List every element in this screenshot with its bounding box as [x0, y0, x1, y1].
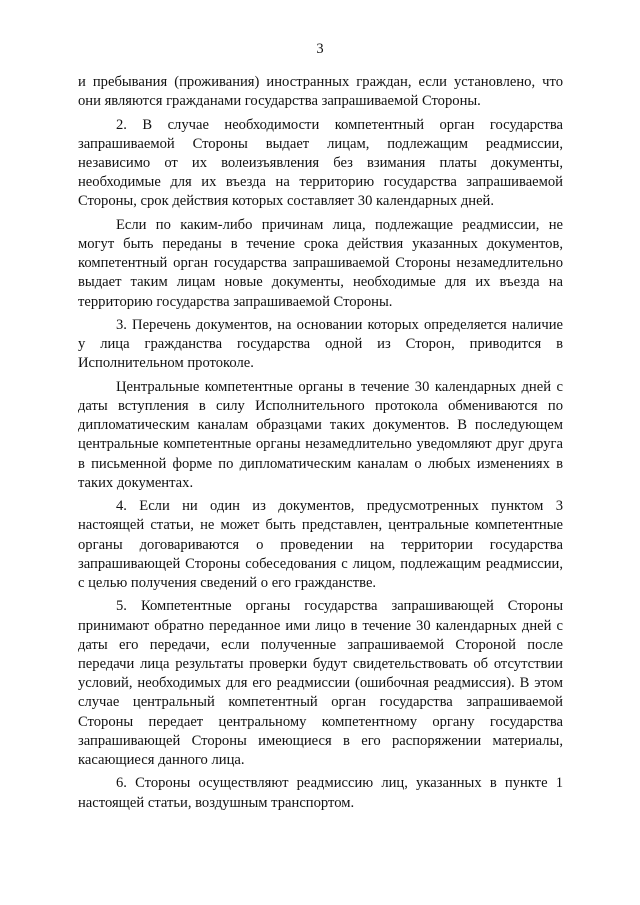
paragraph-clause-3: 3. Перечень документов, на основании которых определяется наличие у лица гражданства государства одной из Сторон, приводится в Исполнительном протоколе.: [78, 317, 563, 372]
document-body: [78, 73, 563, 817]
paragraph-clause-4: 4. Если ни один из документов, предусмотренных пунктом 3 настоящей статьи, не может быть представлен, центральные компетентные органы договариваются о проведении на территории государства запрашивающей Стороны собеседования с лицом, подлежащим реадмиссии, с целью получения сведений о его гражданстве.: [78, 498, 563, 592]
paragraph-clause-3-continued: Центральные компетентные органы в течение 30 календарных дней с даты вступления в силу Исполнительного протокола обмениваются по дипломатическим каналам образцами таких документов. В последующем центральные компетентные органы незамедлительно уведомляют друг друга в письменной форме по дипломатическим каналам о любых изменениях в таких документах.: [78, 378, 563, 491]
paragraph-clause-2: 2. В случае необходимости компетентный орган государства запрашиваемой Стороны выдает лицам, подлежащим реадмиссии, независимо от их волеизъявления без взимания платы документы, необходимые для их въезда на территорию государства запрашиваемой Стороны, срок действия которых составляет 30 календарных дней.: [78, 116, 563, 210]
paragraph-clause-2-continued: Если по каким-либо причинам лица, подлежащие реадмиссии, не могут быть переданы в течение срока действия указанных документов, компетентный орган государства запрашиваемой Стороны незамедлительно выдает таким лицам новые документы, необходимые для их въезда на территорию государства запрашиваемой Стороны.: [78, 216, 563, 310]
page-number: 3: [316, 41, 324, 57]
paragraph-clause-5: 5. Компетентные органы государства запрашивающей Стороны принимают обратно переданное ими лицо в течение 30 календарных дней с даты его передачи, если полученные запрашиваемой Стороной после передачи лица результаты проверки будут свидетельствовать об отсутствии условий, необходимых для его реадмиссии (ошибочная реадмиссия). В этом случае центральный компетентный орган государства запрашиваемой Стороны передает центральному компетентному органу государства запрашивающей Стороны имеющиеся в его распоряжении материалы, касающиеся данного лица.: [78, 598, 563, 769]
paragraph-continuation: и пребывания (проживания) иностранных граждан, если установлено, что они являются гражданами государства запрашиваемой Стороны.: [78, 74, 563, 110]
paragraph-clause-6: 6. Стороны осуществляют реадмиссию лиц, указанных в пункте 1 настоящей статьи, воздушным транспортом.: [78, 775, 563, 811]
